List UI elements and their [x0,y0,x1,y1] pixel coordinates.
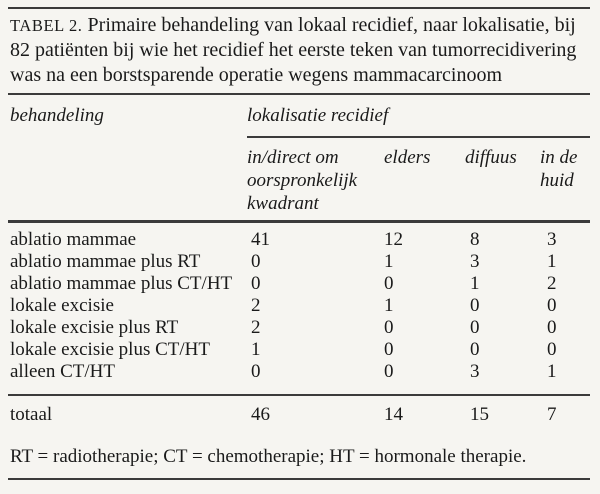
bottom-rule [8,478,590,480]
cell-value: 3 [470,361,480,382]
cell-value: 0 [384,361,394,382]
cell-value: 8 [470,229,480,250]
cell-value: 1 [251,339,261,360]
subheader-quadrant: in/direct om oorspronkelijk kwadrant [247,147,358,214]
caption-line-3: was na een borstsparende operatie wegens mammacarcinoom [10,64,503,86]
row-label: ablatio mammae plus RT [10,251,201,272]
subheader-diffuus: diffuus [465,147,517,168]
row-label: ablatio mammae [10,229,137,250]
total-value: 15 [470,404,489,425]
cell-value: 0 [251,251,261,272]
row-label: ablatio mammae plus CT/HT [10,273,233,294]
subheader-elders: elders [384,147,431,168]
cell-value: 1 [384,251,394,272]
total-row [10,404,590,426]
subheader-huid: in de huid [540,147,578,191]
row-header-label: behandeling [10,105,104,126]
total-value: 7 [547,404,557,425]
table-body [10,229,590,383]
body-total-rule [8,394,590,396]
header-row [10,104,590,127]
cell-value: 0 [547,339,557,360]
table-caption [10,13,598,88]
total-value: 46 [251,404,270,425]
cell-value: 0 [384,339,394,360]
cell-value: 1 [384,295,394,316]
cell-value: 0 [470,317,480,338]
cell-value: 1 [470,273,480,294]
column-group-rule [247,136,590,138]
table-number-label: TABEL 2. [10,16,83,35]
total-label: totaal [10,404,53,425]
cell-value: 12 [384,229,403,250]
abbreviation-footnote: RT = radiotherapie; CT = chemotherapie; HT = hormonale therapie. [10,446,527,467]
cell-value: 0 [251,273,261,294]
cell-value: 0 [547,317,557,338]
cell-value: 41 [251,229,270,250]
subheader-row [10,146,590,215]
cell-value: 1 [547,251,557,272]
total-value: 14 [384,404,403,425]
cell-value: 3 [547,229,557,250]
cell-value: 0 [470,339,480,360]
cell-value: 3 [470,251,480,272]
row-label: lokale excisie plus RT [10,317,179,338]
top-rule [8,7,590,9]
cell-value: 0 [547,295,557,316]
row-label: lokale excisie plus CT/HT [10,339,210,360]
header-body-rule [8,220,590,223]
cell-value: 0 [470,295,480,316]
cell-value: 2 [251,317,261,338]
row-label: alleen CT/HT [10,361,115,382]
row-label: lokale excisie [10,295,114,316]
caption-line-2: 82 patiënten bij wie het recidief het eerste teken van tumorrecidivering [10,39,577,61]
cell-value: 2 [251,295,261,316]
cell-value: 0 [384,317,394,338]
subheader-spacer [10,146,247,215]
cell-value: 1 [547,361,557,382]
caption-line-1: Primaire behandeling van lokaal recidief, naar lokalisatie, bij [87,14,576,36]
cell-value: 0 [251,361,261,382]
column-group-header: lokalisatie recidief [247,105,389,126]
cell-value: 2 [547,273,557,294]
cell-value: 0 [384,273,394,294]
caption-separator-rule [8,93,590,95]
